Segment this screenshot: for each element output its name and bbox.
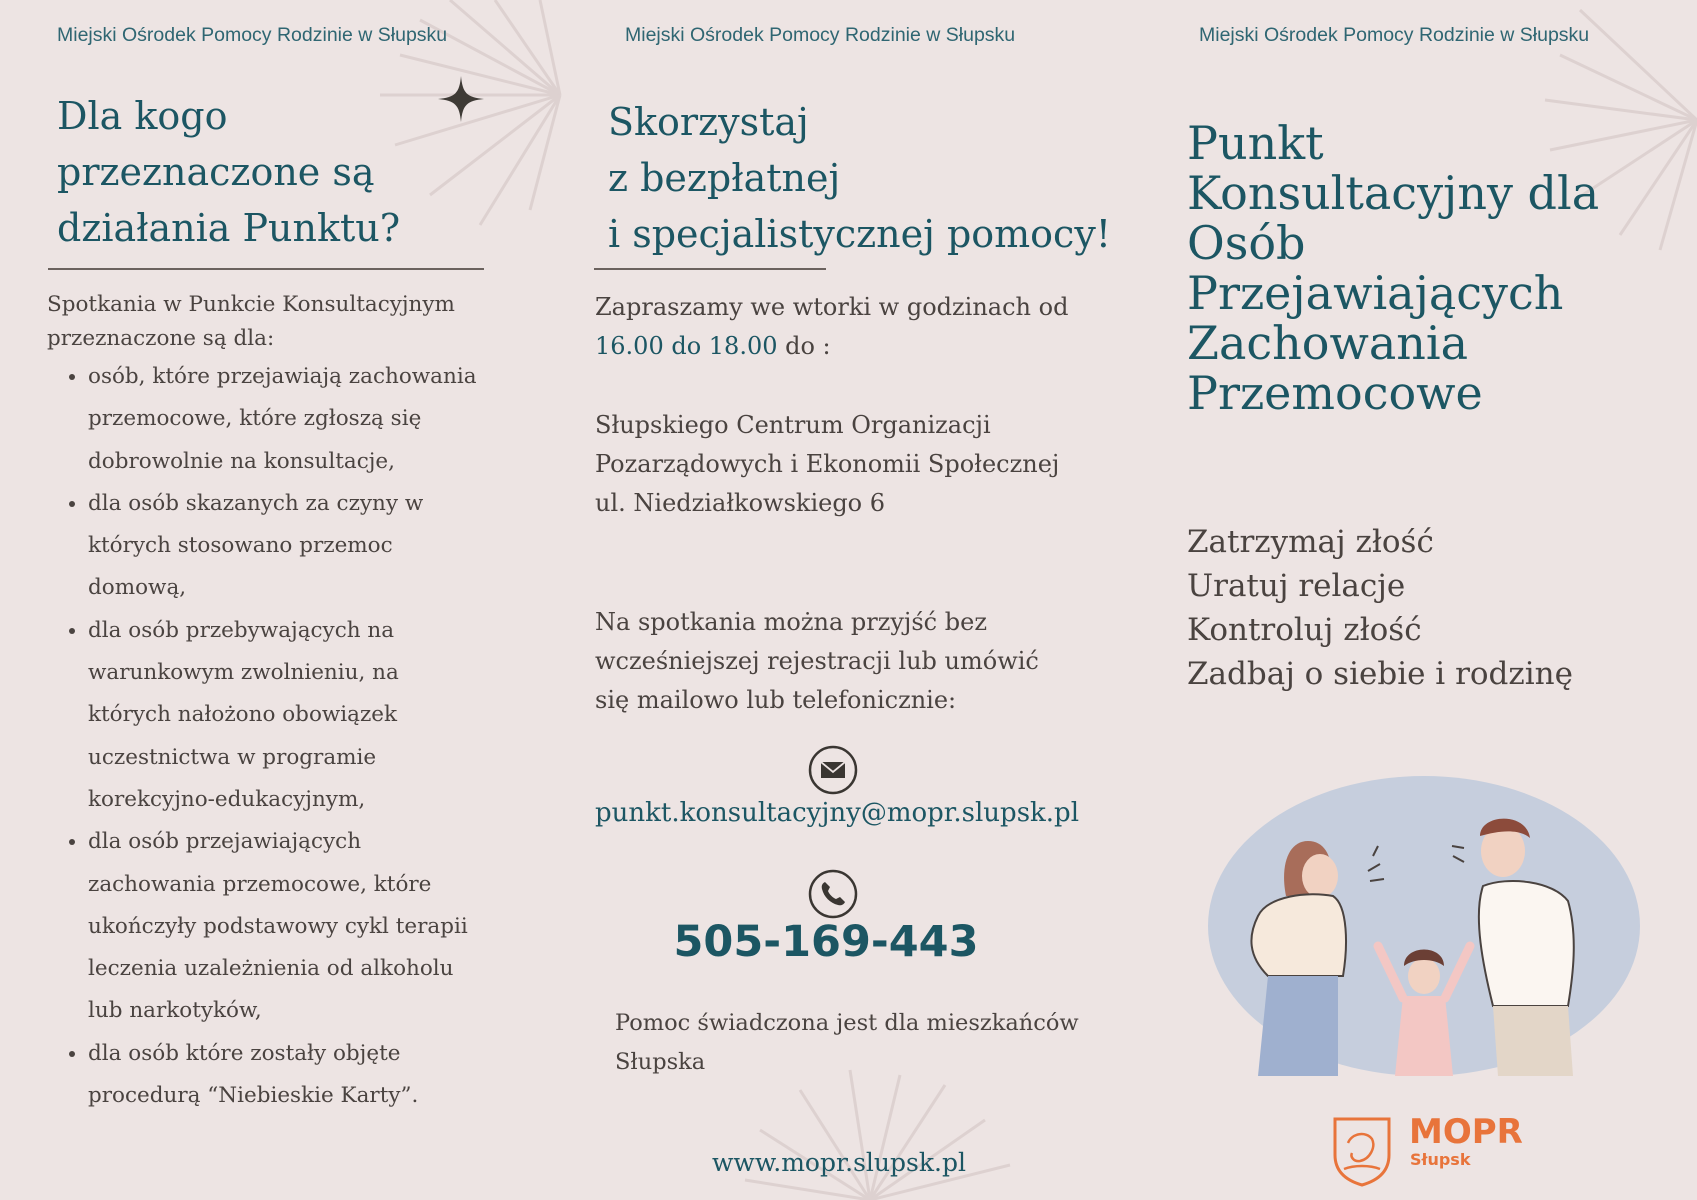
address-text: Słupskiego Centrum Organizacji Pozarządowych i Ekonomii Społecznej ul. Niedziałkowskiego 6 xyxy=(595,411,1060,517)
list-item: • dla osób które zostały objęte procedurą “Niebieskie Karty”. xyxy=(88,1033,548,1118)
header-org: Miejski Ośrodek Pomocy Rodzinie w Słupsku xyxy=(57,24,448,46)
divider xyxy=(48,268,484,270)
website-link[interactable]: www.mopr.slupsk.pl xyxy=(712,1148,966,1177)
header-org: Miejski Ośrodek Pomocy Rodzinie w Słupsku xyxy=(1199,24,1590,46)
panel-target-audience xyxy=(0,0,566,1200)
residents-note: Pomoc świadczona jest dla mieszkańców Słupska xyxy=(615,1010,1079,1075)
mopr-crest-icon xyxy=(1332,1115,1392,1187)
slogans-list xyxy=(1187,520,1573,696)
panel2-title: Skorzystaj z bezpłatnej i specjalistycznej pomocy! xyxy=(608,100,1112,256)
slogan: Zadbaj o siebie i rodzinę xyxy=(1187,656,1573,692)
divider xyxy=(594,268,826,270)
visit-text: Na spotkania można przyjść bez wcześniejszej rejestracji lub umówić się mailowo lub telefonicznie: xyxy=(595,608,1039,714)
panel-cover xyxy=(1132,0,1697,1200)
email-link[interactable]: punkt.konsultacyjny@mopr.slupsk.pl xyxy=(595,798,1080,828)
list-item: • dla osób przejawiających zachowania przemocowe, które ukończyły podstawowy cykl terapii leczenia uzależnienia od alkoholu lub narkotyków, xyxy=(88,821,548,1032)
panel1-title: Dla kogo przeznaczone są działania Punktu? xyxy=(57,94,401,250)
cover-title: Punkt Konsultacyjny dla Osób Przejawiających Zachowania Przemocowe xyxy=(1187,116,1600,420)
phone-number[interactable]: 505-169-443 xyxy=(673,917,979,967)
header-org: Miejski Ośrodek Pomocy Rodzinie w Słupsku xyxy=(625,24,1016,46)
list-item: • osób, które przejawiają zachowania przemocowe, które zgłoszą się dobrowolnie na konsultacje, xyxy=(88,356,548,483)
envelope-icon xyxy=(808,745,858,795)
list-item: • dla osób skazanych za czyny w których stosowano przemoc domową, xyxy=(88,483,548,610)
slogan: Zatrzymaj złość xyxy=(1187,524,1434,560)
slogan: Kontroluj złość xyxy=(1187,612,1422,648)
invite-text: Zapraszamy we wtorki w godzinach od 16.00 do 18.00 do : xyxy=(595,293,1069,360)
phone-icon xyxy=(808,869,858,919)
four-point-star-icon xyxy=(438,76,484,122)
family-conflict-illustration xyxy=(1208,776,1640,1076)
panel-contact xyxy=(566,0,1132,1200)
panel1-intro: Spotkania w Punkcie Konsultacyjnym przeznaczone są dla: xyxy=(47,292,455,351)
invite-hours: 16.00 do 18.00 xyxy=(595,332,778,360)
slogan: Uratuj relacje xyxy=(1187,568,1406,604)
logo-name: MOPR xyxy=(1409,1112,1523,1152)
audience-list xyxy=(47,356,548,1117)
logo-city: Słupsk xyxy=(1410,1150,1471,1169)
list-item: • dla osób przebywających na warunkowym zwolnieniu, na których nałożono obowiązek uczestnictwa w programie korekcyjno-edukacyjnym, xyxy=(88,610,548,821)
